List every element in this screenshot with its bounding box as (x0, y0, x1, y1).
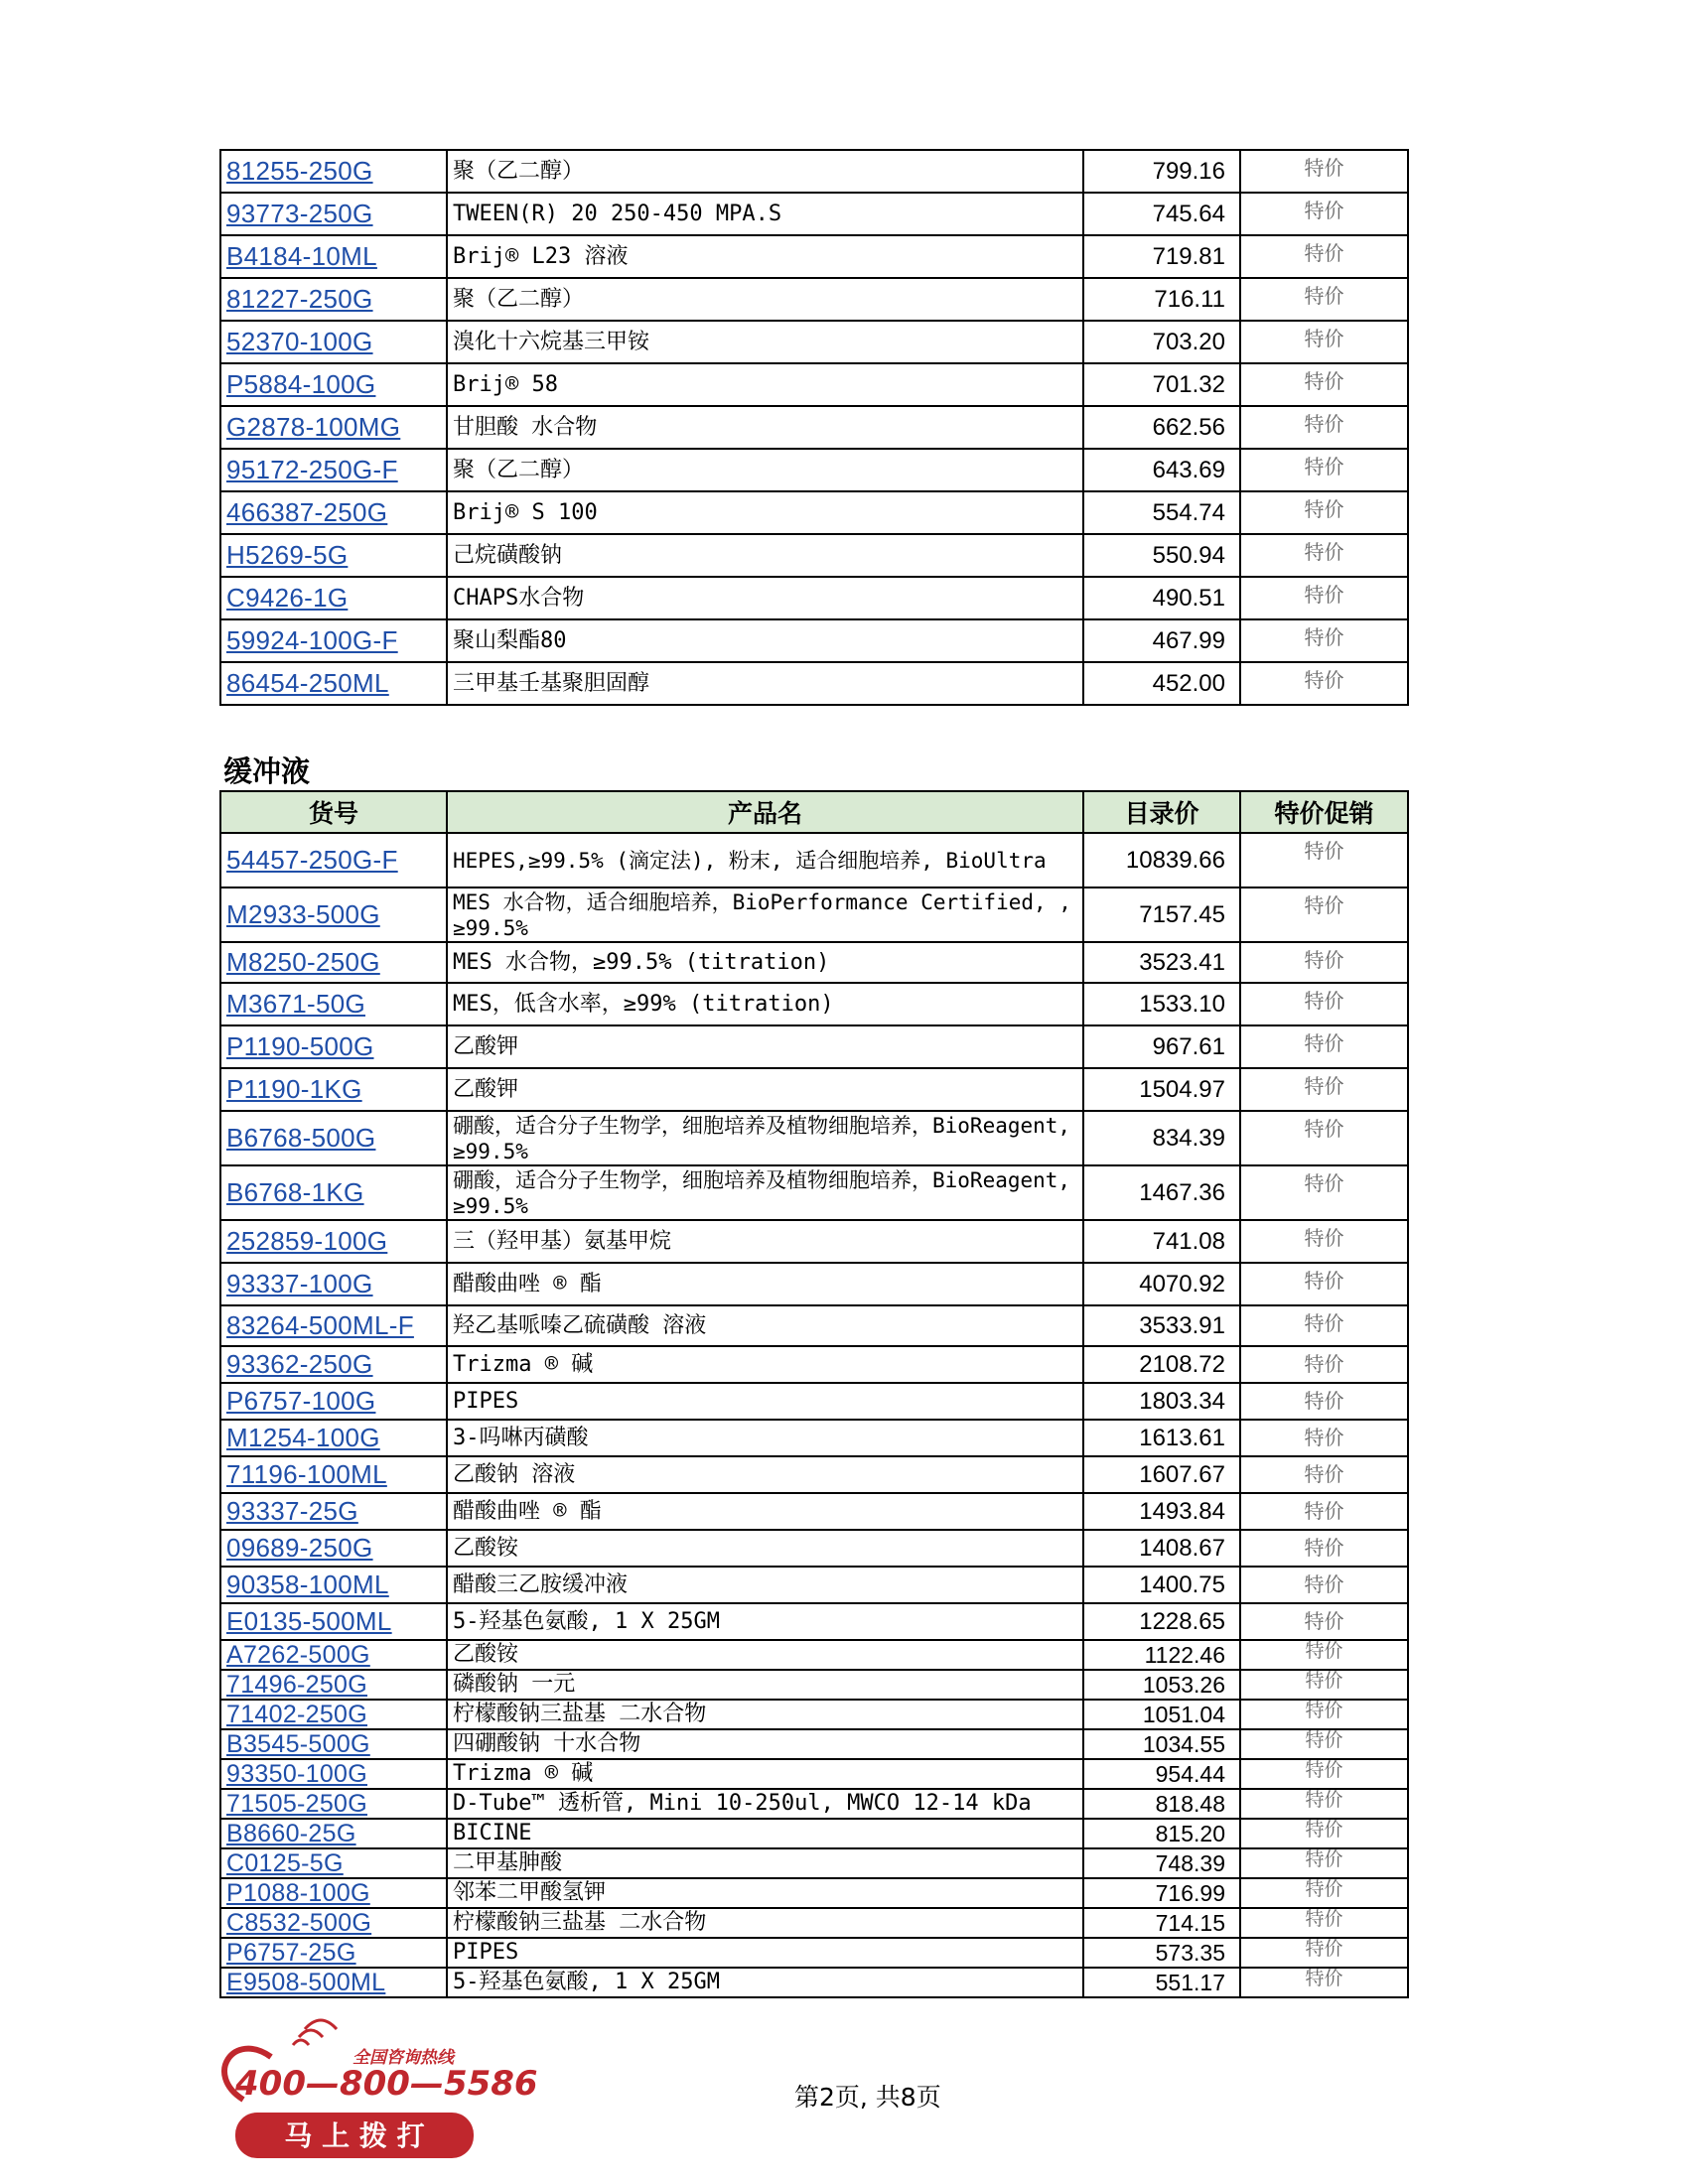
catalog-price: 1493.84 (1083, 1493, 1240, 1530)
catalog-price: 3533.91 (1083, 1305, 1240, 1346)
product-code-link[interactable]: 93362-250G (226, 1349, 373, 1379)
catalog-price: 3523.41 (1083, 942, 1240, 983)
table-row (220, 321, 1408, 363)
table-row (220, 1220, 1408, 1263)
promo-badge: 特价 (1240, 1908, 1408, 1938)
product-code-cell (220, 1938, 447, 1968)
product-name: 醋酸三乙胺缓冲液 (447, 1567, 1083, 1603)
catalog-price: 551.17 (1083, 1968, 1240, 1997)
catalog-price: 490.51 (1083, 577, 1240, 619)
product-code-link[interactable]: H5269-5G (226, 540, 349, 570)
promo-badge: 特价 (1240, 193, 1408, 235)
promo-badge: 特价 (1240, 235, 1408, 278)
catalog-price: 452.00 (1083, 662, 1240, 705)
promo-badge: 特价 (1240, 887, 1408, 942)
product-code-cell (220, 1165, 447, 1220)
promo-badge: 特价 (1240, 942, 1408, 983)
table-row (220, 235, 1408, 278)
product-code-link[interactable]: M1254-100G (226, 1423, 380, 1452)
product-code-link[interactable]: M3671-50G (226, 989, 365, 1019)
hotline-phone: 400—800—5586 (235, 2064, 538, 2104)
product-code-link[interactable]: B6768-1KG (226, 1177, 364, 1207)
product-name: 乙酸钾 (447, 1068, 1083, 1111)
product-code-cell (220, 1220, 447, 1263)
product-code-link[interactable]: E0135-500ML (226, 1606, 392, 1636)
product-code-cell (220, 406, 447, 449)
catalog-price: 573.35 (1083, 1938, 1240, 1968)
catalog-price: 7157.45 (1083, 887, 1240, 942)
product-name: 聚（乙二醇） (447, 449, 1083, 491)
catalog-price: 1228.65 (1083, 1603, 1240, 1640)
promo-badge: 特价 (1240, 363, 1408, 406)
product-code-link[interactable]: 52370-100G (226, 327, 373, 356)
product-code-link[interactable]: C0125-5G (226, 1849, 344, 1877)
catalog-price: 1467.36 (1083, 1165, 1240, 1220)
product-name: 羟乙基哌嗪乙硫磺酸 溶液 (447, 1305, 1083, 1346)
product-name: Brij® L23 溶液 (447, 235, 1083, 278)
product-code-link[interactable]: G2878-100MG (226, 412, 401, 442)
table-row (220, 1700, 1408, 1729)
catalog-price: 550.94 (1083, 534, 1240, 577)
section-title-buffer: 缓冲液 (223, 754, 311, 788)
product-name: 醋酸曲唑 ® 酯 (447, 1493, 1083, 1530)
promo-badge: 特价 (1240, 321, 1408, 363)
catalog-price: 834.39 (1083, 1111, 1240, 1165)
promo-badge: 特价 (1240, 278, 1408, 321)
table-row (220, 577, 1408, 619)
table-row (220, 1640, 1408, 1670)
product-code-link[interactable]: P1190-1KG (226, 1074, 362, 1104)
catalog-price: 1034.55 (1083, 1729, 1240, 1759)
product-code-link[interactable]: 83264-500ML-F (226, 1310, 414, 1340)
promo-badge: 特价 (1240, 1640, 1408, 1670)
product-name: TWEEN(R) 20 250-450 MPA.S (447, 193, 1083, 235)
product-code-cell (220, 449, 447, 491)
product-name: 己烷磺酸钠 (447, 534, 1083, 577)
product-code-cell (220, 1420, 447, 1456)
promo-badge: 特价 (1240, 1305, 1408, 1346)
product-name: 5-羟基色氨酸, 1 X 25GM (447, 1603, 1083, 1640)
product-code-link[interactable]: 90358-100ML (226, 1570, 389, 1599)
product-code-link[interactable]: 59924-100G-F (226, 625, 398, 655)
product-code-cell (220, 1025, 447, 1068)
product-name: PIPES (447, 1383, 1083, 1420)
product-code-cell (220, 1729, 447, 1759)
table-row (220, 406, 1408, 449)
product-name: 柠檬酸钠三盐基 二水合物 (447, 1700, 1083, 1729)
table-row (220, 1456, 1408, 1493)
promo-badge: 特价 (1240, 1848, 1408, 1878)
table-row (220, 449, 1408, 491)
catalog-price: 1803.34 (1083, 1383, 1240, 1420)
product-code-link[interactable]: P1190-500G (226, 1031, 374, 1061)
table-row (220, 1670, 1408, 1700)
product-name: 5-羟基色氨酸, 1 X 25GM (447, 1968, 1083, 1997)
product-code-cell (220, 1878, 447, 1908)
product-name: 磷酸钠 一元 (447, 1670, 1083, 1700)
table-row (220, 1530, 1408, 1567)
product-name: 四硼酸钠 十水合物 (447, 1729, 1083, 1759)
product-code-link[interactable]: C8532-500G (226, 1909, 372, 1937)
hotline-logo[interactable] (213, 2015, 538, 2164)
product-code-link[interactable]: P5884-100G (226, 369, 376, 399)
product-name: HEPES,≥99.5% (滴定法), 粉末, 适合细胞培养, BioUltra (447, 833, 1083, 887)
products-table-1 (219, 149, 1409, 706)
promo-badge: 特价 (1240, 1819, 1408, 1848)
product-code-link[interactable]: E9508-500ML (226, 1969, 386, 1996)
promo-badge: 特价 (1240, 1263, 1408, 1305)
promo-badge: 特价 (1240, 1383, 1408, 1420)
product-code-link[interactable]: 95172-250G-F (226, 455, 398, 484)
product-code-cell (220, 662, 447, 705)
promo-badge: 特价 (1240, 1220, 1408, 1263)
promo-badge: 特价 (1240, 1700, 1408, 1729)
catalog-price: 1504.97 (1083, 1068, 1240, 1111)
product-name: 3-吗啉丙磺酸 (447, 1420, 1083, 1456)
product-code-link[interactable]: 71402-250G (226, 1701, 368, 1728)
products-table-buffer (219, 790, 1409, 1998)
product-code-link[interactable]: B4184-10ML (226, 241, 377, 271)
table-row (220, 1968, 1408, 1997)
product-code-link[interactable]: 09689-250G (226, 1533, 373, 1563)
product-code-cell (220, 1068, 447, 1111)
product-code-cell (220, 1670, 447, 1700)
promo-badge: 特价 (1240, 1346, 1408, 1383)
promo-badge: 特价 (1240, 1878, 1408, 1908)
header-promo: 特价促销 (1240, 791, 1408, 833)
call-now-text: 马 上 拨 打 (284, 2119, 425, 2152)
promo-badge: 特价 (1240, 1068, 1408, 1111)
catalog-price: 1053.26 (1083, 1670, 1240, 1700)
table-row (220, 662, 1408, 705)
promo-badge: 特价 (1240, 833, 1408, 887)
product-code-link[interactable]: B8660-25G (226, 1820, 356, 1847)
catalog-price: 4070.92 (1083, 1263, 1240, 1305)
promo-badge: 特价 (1240, 534, 1408, 577)
product-name: Brij® 58 (447, 363, 1083, 406)
product-name: D-Tube™ 透析管, Mini 10-250ul, MWCO 12-14 kDa (447, 1789, 1083, 1819)
catalog-price: 10839.66 (1083, 833, 1240, 887)
promo-badge: 特价 (1240, 1567, 1408, 1603)
product-code-cell (220, 1603, 447, 1640)
promo-badge: 特价 (1240, 1670, 1408, 1700)
product-code-link[interactable]: B3545-500G (226, 1730, 370, 1758)
table-row (220, 491, 1408, 534)
promo-badge: 特价 (1240, 1729, 1408, 1759)
product-code-link[interactable]: P1088-100G (226, 1879, 370, 1907)
product-code-link[interactable]: 93773-250G (226, 199, 373, 228)
product-code-link[interactable]: P6757-100G (226, 1386, 376, 1416)
product-code-cell (220, 1759, 447, 1789)
product-code-cell (220, 1567, 447, 1603)
product-code-cell (220, 887, 447, 942)
promo-badge: 特价 (1240, 1456, 1408, 1493)
promo-badge: 特价 (1240, 1420, 1408, 1456)
table-row (220, 1305, 1408, 1346)
table-row (220, 1567, 1408, 1603)
product-code-link[interactable]: 71505-250G (226, 1790, 368, 1818)
table-row (220, 1878, 1408, 1908)
product-code-cell (220, 363, 447, 406)
header-name: 产品名 (447, 791, 1083, 833)
catalog-price: 815.20 (1083, 1819, 1240, 1848)
product-code-link[interactable]: M8250-250G (226, 947, 380, 977)
product-code-cell (220, 1383, 447, 1420)
product-name: 乙酸铵 (447, 1640, 1083, 1670)
product-code-link[interactable]: A7262-500G (226, 1641, 370, 1669)
catalog-price: 741.08 (1083, 1220, 1240, 1263)
catalog-price: 1613.61 (1083, 1420, 1240, 1456)
header-code: 货号 (220, 791, 447, 833)
product-name: 甘胆酸 水合物 (447, 406, 1083, 449)
product-code-link[interactable]: M2933-500G (226, 899, 380, 929)
promo-badge: 特价 (1240, 1025, 1408, 1068)
promo-badge: 特价 (1240, 577, 1408, 619)
product-code-link[interactable]: P6757-25G (226, 1939, 356, 1967)
table-row (220, 1603, 1408, 1640)
promo-badge: 特价 (1240, 1493, 1408, 1530)
product-code-cell (220, 1819, 447, 1848)
catalog-price: 716.99 (1083, 1878, 1240, 1908)
table-row (220, 1493, 1408, 1530)
promo-badge: 特价 (1240, 1968, 1408, 1997)
product-name: 醋酸曲唑 ® 酯 (447, 1263, 1083, 1305)
product-code-cell (220, 1908, 447, 1938)
table-row (220, 942, 1408, 983)
product-name: MES 水合物，≥99.5% (titration) (447, 942, 1083, 983)
table-row (220, 1165, 1408, 1220)
page-number: 第2页, 共8页 (794, 2083, 941, 2112)
product-code-cell (220, 1640, 447, 1670)
product-code-cell (220, 1111, 447, 1165)
promo-badge: 特价 (1240, 1789, 1408, 1819)
product-name: 邻苯二甲酸氢钾 (447, 1878, 1083, 1908)
table-row (220, 534, 1408, 577)
product-code-cell (220, 1493, 447, 1530)
promo-badge: 特价 (1240, 662, 1408, 705)
catalog-price: 1607.67 (1083, 1456, 1240, 1493)
catalog-price: 643.69 (1083, 449, 1240, 491)
product-name: BICINE (447, 1819, 1083, 1848)
promo-badge: 特价 (1240, 1938, 1408, 1968)
product-name: MES，低含水率，≥99% (titration) (447, 983, 1083, 1025)
product-code-cell (220, 321, 447, 363)
table-row (220, 1819, 1408, 1848)
product-code-cell (220, 1263, 447, 1305)
table-row (220, 983, 1408, 1025)
promo-badge: 特价 (1240, 150, 1408, 193)
product-code-link[interactable]: B6768-500G (226, 1123, 376, 1153)
table-row (220, 1729, 1408, 1759)
product-name: MES 水合物，适合细胞培养，BioPerformance Certified, , ≥99.5% (447, 887, 1083, 942)
promo-badge: 特价 (1240, 983, 1408, 1025)
product-code-link[interactable]: 93350-100G (226, 1760, 368, 1788)
product-name: 柠檬酸钠三盐基 二水合物 (447, 1908, 1083, 1938)
product-name: 三甲基壬基聚胆固醇 (447, 662, 1083, 705)
catalog-price: 703.20 (1083, 321, 1240, 363)
product-code-cell (220, 1305, 447, 1346)
table-row (220, 1848, 1408, 1878)
product-name: PIPES (447, 1938, 1083, 1968)
table-row (220, 887, 1408, 942)
product-code-cell (220, 150, 447, 193)
product-name: 乙酸钾 (447, 1025, 1083, 1068)
table-row (220, 1111, 1408, 1165)
product-code-cell (220, 1789, 447, 1819)
product-code-cell (220, 1346, 447, 1383)
promo-badge: 特价 (1240, 1530, 1408, 1567)
catalog-price: 748.39 (1083, 1848, 1240, 1878)
product-code-link[interactable]: 93337-100G (226, 1269, 373, 1298)
product-code-cell (220, 942, 447, 983)
product-code-link[interactable]: C9426-1G (226, 583, 349, 613)
product-code-cell (220, 278, 447, 321)
table-row (220, 1346, 1408, 1383)
product-code-cell (220, 983, 447, 1025)
table-row (220, 1025, 1408, 1068)
promo-badge: 特价 (1240, 1165, 1408, 1220)
table-row (220, 1420, 1408, 1456)
catalog-price: 701.32 (1083, 363, 1240, 406)
product-code-cell (220, 534, 447, 577)
product-name: Trizma ® 碱 (447, 1759, 1083, 1789)
hotline-label: 全国咨询热线 (352, 2048, 454, 2068)
catalog-price: 745.64 (1083, 193, 1240, 235)
product-code-link[interactable]: 93337-25G (226, 1496, 358, 1526)
table-row (220, 1383, 1408, 1420)
catalog-price: 554.74 (1083, 491, 1240, 534)
catalog-price: 1122.46 (1083, 1640, 1240, 1670)
product-name: 乙酸钠 溶液 (447, 1456, 1083, 1493)
catalog-price: 716.11 (1083, 278, 1240, 321)
product-code-cell (220, 235, 447, 278)
promo-badge: 特价 (1240, 449, 1408, 491)
product-code-cell (220, 1848, 447, 1878)
catalog-price: 799.16 (1083, 150, 1240, 193)
product-code-link[interactable]: 81255-250G (226, 156, 373, 186)
product-name: 聚（乙二醇） (447, 150, 1083, 193)
catalog-price: 467.99 (1083, 619, 1240, 662)
product-name: Trizma ® 碱 (447, 1346, 1083, 1383)
product-code-cell (220, 833, 447, 887)
table-row (220, 1759, 1408, 1789)
header-price: 目录价 (1083, 791, 1240, 833)
product-name: CHAPS水合物 (447, 577, 1083, 619)
table-row (220, 363, 1408, 406)
product-name: 聚（乙二醇） (447, 278, 1083, 321)
catalog-price: 818.48 (1083, 1789, 1240, 1819)
product-name: 三（羟甲基）氨基甲烷 (447, 1220, 1083, 1263)
table-row (220, 1938, 1408, 1968)
promo-badge: 特价 (1240, 491, 1408, 534)
table-row (220, 193, 1408, 235)
catalog-price: 714.15 (1083, 1908, 1240, 1938)
product-name: 溴化十六烷基三甲铵 (447, 321, 1083, 363)
product-code-cell (220, 577, 447, 619)
catalog-price: 954.44 (1083, 1759, 1240, 1789)
product-name: Brij® S 100 (447, 491, 1083, 534)
table-row (220, 278, 1408, 321)
product-code-cell (220, 1700, 447, 1729)
table-row (220, 833, 1408, 887)
table-row (220, 1263, 1408, 1305)
product-code-link[interactable]: 252859-100G (226, 1226, 388, 1256)
product-name: 硼酸，适合分子生物学，细胞培养及植物细胞培养，BioReagent, ≥99.5% (447, 1111, 1083, 1165)
table-row (220, 150, 1408, 193)
catalog-price: 719.81 (1083, 235, 1240, 278)
product-name: 乙酸铵 (447, 1530, 1083, 1567)
product-name: 硼酸，适合分子生物学，细胞培养及植物细胞培养，BioReagent, ≥99.5% (447, 1165, 1083, 1220)
table-row (220, 1908, 1408, 1938)
product-code-cell (220, 1968, 447, 1997)
promo-badge: 特价 (1240, 619, 1408, 662)
product-name: 二甲基胂酸 (447, 1848, 1083, 1878)
product-code-link[interactable]: 71496-250G (226, 1671, 368, 1699)
promo-badge: 特价 (1240, 1111, 1408, 1165)
product-name: 聚山梨酯80 (447, 619, 1083, 662)
promo-badge: 特价 (1240, 1759, 1408, 1789)
table-row (220, 619, 1408, 662)
catalog-price: 1533.10 (1083, 983, 1240, 1025)
product-code-link[interactable]: 71196-100ML (226, 1459, 387, 1489)
promo-badge: 特价 (1240, 1603, 1408, 1640)
table-row (220, 1068, 1408, 1111)
catalog-price: 1408.67 (1083, 1530, 1240, 1567)
catalog-price: 1051.04 (1083, 1700, 1240, 1729)
catalog-price: 1400.75 (1083, 1567, 1240, 1603)
product-code-link[interactable]: 466387-250G (226, 497, 388, 527)
product-code-link[interactable]: 86454-250ML (226, 668, 389, 698)
product-code-cell (220, 1456, 447, 1493)
product-code-link[interactable]: 54457-250G-F (226, 845, 398, 875)
table-header-row (220, 791, 1408, 833)
catalog-price: 967.61 (1083, 1025, 1240, 1068)
catalog-price: 662.56 (1083, 406, 1240, 449)
product-code-cell (220, 491, 447, 534)
product-code-cell (220, 1530, 447, 1567)
catalog-price: 2108.72 (1083, 1346, 1240, 1383)
product-code-cell (220, 619, 447, 662)
product-code-cell (220, 193, 447, 235)
product-code-link[interactable]: 81227-250G (226, 284, 373, 314)
table-row (220, 1789, 1408, 1819)
promo-badge: 特价 (1240, 406, 1408, 449)
